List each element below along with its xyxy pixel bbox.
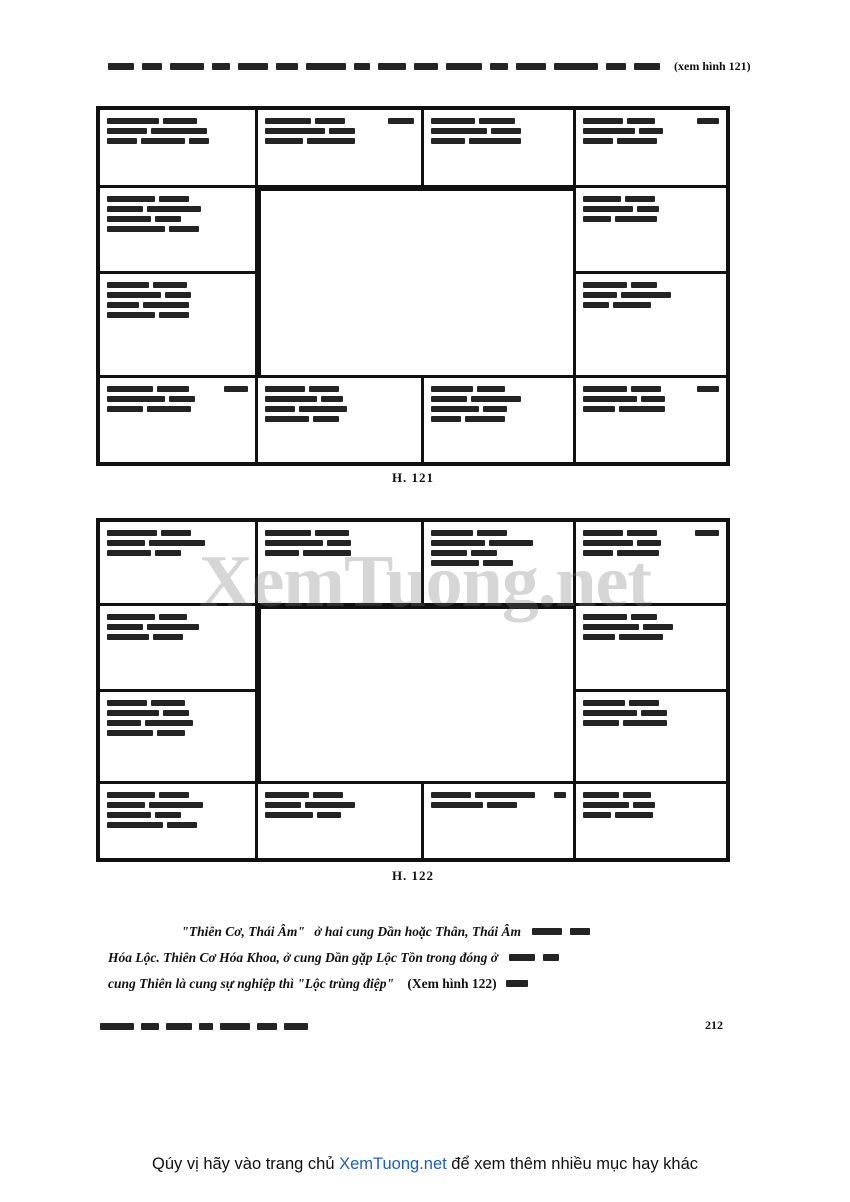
figure-caption-121: H. 121 — [391, 470, 435, 485]
chart-cell — [258, 378, 424, 462]
chart-cell — [576, 378, 726, 462]
chart-center-panel — [258, 606, 576, 784]
chart-cell — [100, 274, 258, 378]
paragraph-line-3: cung Thiên là cung sự nghiệp thì "Lộc trùng điệp" — [108, 976, 394, 991]
paragraph-line-1-quote: "Thiên Cơ, Thái Âm" — [181, 924, 305, 939]
chart-cell — [258, 522, 424, 606]
paragraph-line-3-ref: (Xem hình 122) — [407, 976, 497, 991]
chart-cell — [576, 784, 726, 858]
chart-cell — [576, 110, 726, 188]
astrology-chart-122 — [96, 518, 730, 862]
chart-cell — [424, 378, 576, 462]
paragraph-line-2: Hóa Lộc. Thiên Cơ Hóa Khoa, ở cung Dần gặp Lộc Tồn trong đóng ở — [108, 950, 499, 965]
watermark: XemTuong.net — [199, 541, 651, 623]
chart-cell — [100, 378, 258, 462]
chart-cell — [576, 188, 726, 274]
promo-brand[interactable]: XemTuong.net — [339, 1155, 447, 1173]
chart-cell — [258, 784, 424, 858]
chart-cell — [100, 522, 258, 606]
chart-cell — [576, 692, 726, 784]
figure-caption-122: H. 122 — [391, 868, 435, 883]
chart-cell — [576, 522, 726, 606]
chart-cell — [576, 606, 726, 692]
promo-before: Qúy vị hãy vào trang chủ — [151, 1155, 340, 1173]
chart-cell — [424, 784, 576, 858]
footer-row — [100, 1018, 723, 1032]
heading-caption: (xem hình 121) — [674, 59, 751, 73]
body-paragraph — [108, 925, 723, 1003]
page-heading — [108, 59, 751, 73]
chart-cell — [576, 274, 726, 378]
chart-cell — [424, 522, 576, 606]
chart-center-panel — [258, 188, 576, 378]
chart-cell — [258, 110, 424, 188]
chart-cell — [424, 110, 576, 188]
chart-cell — [100, 692, 258, 784]
chart-cell — [100, 784, 258, 858]
paragraph-line-1-rest: ở hai cung Dần hoặc Thân, Thái Âm — [314, 924, 522, 939]
promo-after: để xem thêm nhiều mục hay khác — [446, 1155, 699, 1173]
chart-cell — [100, 110, 258, 188]
page-number: 212 — [705, 1018, 723, 1032]
chart-cell — [100, 188, 258, 274]
chart-cell — [100, 606, 258, 692]
promo-footer — [0, 1155, 850, 1174]
astrology-chart-121 — [96, 106, 730, 466]
